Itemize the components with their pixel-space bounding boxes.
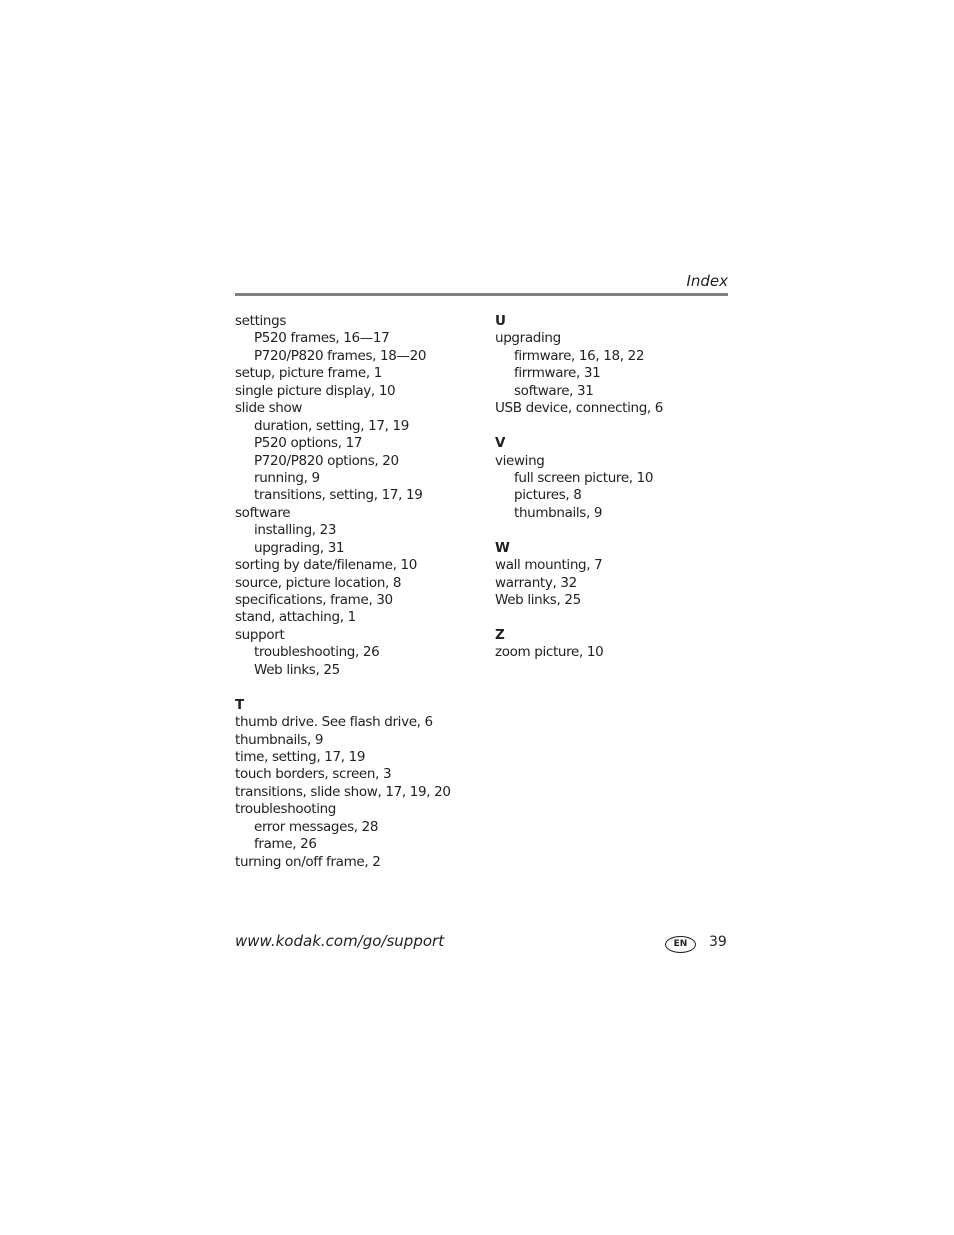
- index-entry: viewing: [495, 452, 545, 469]
- index-subentry: firmware, 16, 18, 22: [514, 347, 645, 364]
- index-entry: thumb drive. See flash drive, 6: [235, 714, 433, 731]
- index-entry: zoom picture, 10: [495, 644, 604, 661]
- index-spacer: [495, 609, 725, 626]
- index-subentry: firrmware, 31: [514, 365, 601, 382]
- index-entry: stand, attaching, 1: [235, 609, 356, 626]
- index-letter-heading: U: [495, 313, 506, 329]
- index-letter-heading: V: [495, 435, 506, 452]
- index-letter-heading: W: [495, 539, 510, 556]
- index-entry: single picture display, 10: [235, 382, 396, 399]
- index-subentry: software, 31: [514, 382, 594, 399]
- index-entry: time, setting, 17, 19: [235, 748, 366, 765]
- running-header-title: Index: [686, 272, 728, 290]
- header-rule: [235, 293, 728, 296]
- index-spacer: [495, 418, 725, 435]
- index-subentry: transitions, setting, 17, 19: [254, 487, 423, 504]
- index-entry: slide show: [235, 400, 303, 417]
- index-entry: thumbnails, 9: [235, 731, 324, 748]
- index-subentry: P520 options, 17: [254, 435, 363, 452]
- index-subentry: upgrading, 31: [254, 539, 345, 556]
- index-subentry: P520 frames, 16—17: [254, 330, 390, 347]
- index-entry: warranty, 32: [495, 574, 577, 591]
- index-spacer: [235, 679, 485, 696]
- page-number: 39: [709, 934, 727, 950]
- index-letter-heading: Z: [495, 626, 505, 643]
- index-entry: source, picture location, 8: [235, 574, 402, 591]
- index-entry: wall mounting, 7: [495, 557, 603, 574]
- index-subentry: frame, 26: [254, 836, 317, 853]
- index-entry: upgrading: [495, 330, 561, 347]
- index-entry: transitions, slide show, 17, 19, 20: [235, 783, 451, 800]
- index-spacer: [495, 522, 725, 539]
- index-entry: touch borders, screen, 3: [235, 766, 392, 783]
- index-subentry: pictures, 8: [514, 487, 582, 504]
- index-entry: Web links, 25: [495, 592, 581, 608]
- index-entry: setup, picture frame, 1: [235, 365, 382, 382]
- index-entry: USB device, connecting, 6: [495, 400, 664, 417]
- index-entry: turning on/off frame, 2: [235, 853, 381, 870]
- index-subentry: Web links, 25: [254, 661, 340, 678]
- index-subentry: installing, 23: [254, 522, 337, 539]
- index-subentry: thumbnails, 9: [514, 504, 603, 521]
- index-entry: troubleshooting: [235, 801, 337, 818]
- index-entry: specifications, frame, 30: [235, 592, 393, 608]
- index-entry: support: [235, 626, 285, 643]
- index-subentry: error messages, 28: [254, 818, 379, 835]
- index-subentry: P720/P820 options, 20: [254, 452, 399, 469]
- index-letter-heading: T: [235, 696, 244, 713]
- index-column-left: [235, 313, 485, 871]
- index-subentry: running, 9: [254, 469, 320, 486]
- index-subentry: P720/P820 frames, 18—20: [254, 347, 427, 364]
- footer-support-url[interactable]: www.kodak.com/go/support: [235, 932, 445, 950]
- index-entry: settings: [235, 313, 287, 329]
- index-column-right: [495, 313, 725, 662]
- language-badge: EN: [665, 936, 696, 953]
- index-subentry: full screen picture, 10: [514, 469, 654, 486]
- index-subentry: troubleshooting, 26: [254, 644, 380, 661]
- index-entry: sorting by date/filename, 10: [235, 557, 417, 574]
- index-subentry: duration, setting, 17, 19: [254, 417, 409, 434]
- index-entry: software: [235, 504, 291, 521]
